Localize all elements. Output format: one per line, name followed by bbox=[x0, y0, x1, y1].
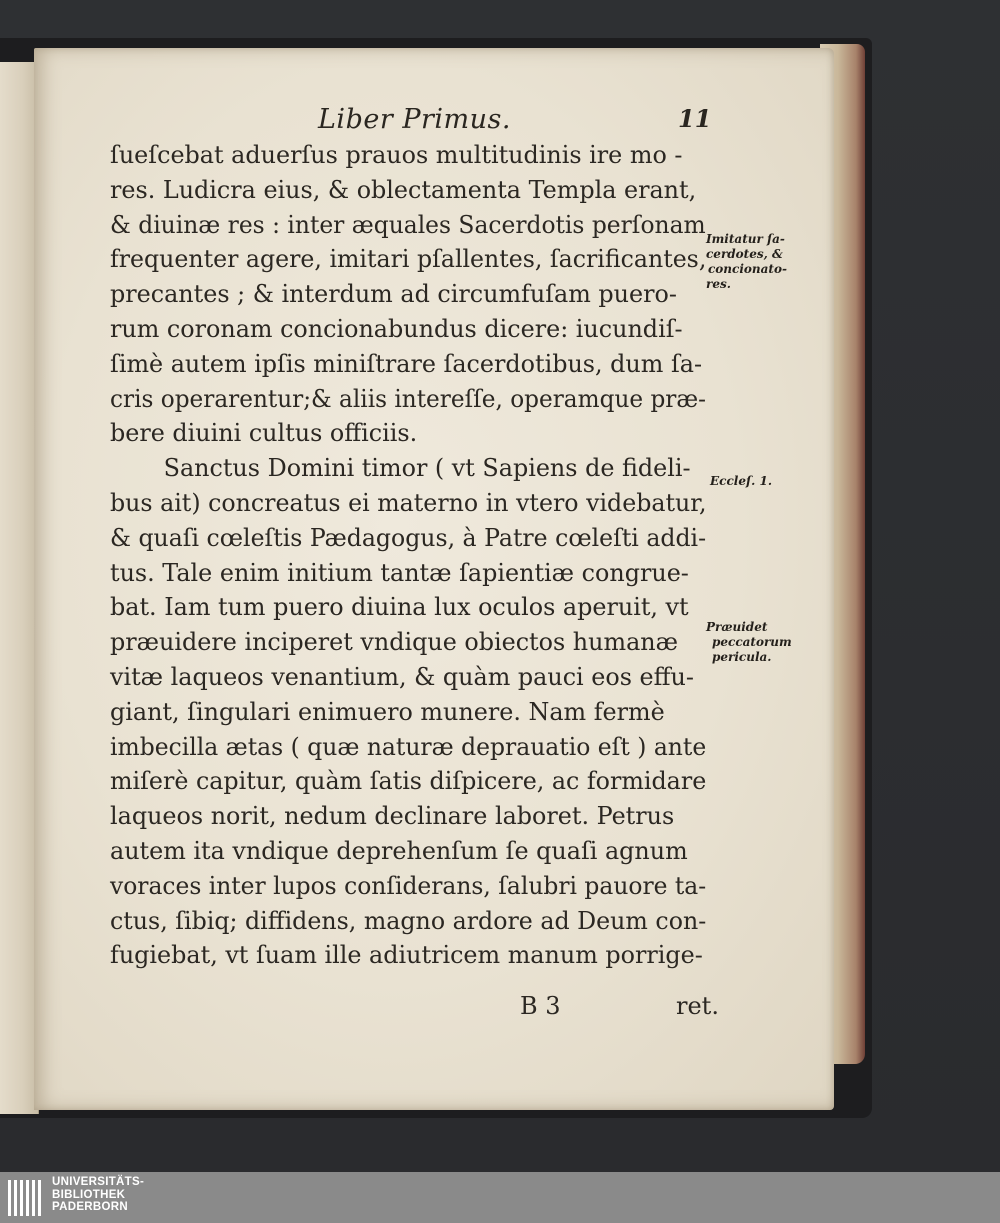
text-line: ſueſcebat aduerſus prauos multitudinis ire mo - bbox=[110, 141, 683, 169]
text-line: giant, ſingulari enimuero munere. Nam fermè bbox=[110, 697, 665, 726]
library-footer-bar bbox=[0, 1172, 1000, 1223]
marginal-note-line: Eccleſ. 1. bbox=[710, 474, 772, 488]
catchword: ret. bbox=[676, 992, 719, 1020]
library-name bbox=[52, 1176, 144, 1214]
text-line: tus. Tale enim initium tantæ ſapientiæ congrue- bbox=[110, 558, 689, 587]
text-line: Sanctus Domini timor ( vt Sapiens de fideli- bbox=[163, 454, 691, 483]
text-line: res. Ludicra eius, & oblectamenta Templa erant, bbox=[110, 175, 697, 204]
body-text bbox=[110, 138, 710, 973]
library-name-line: PADERBORN bbox=[52, 1201, 128, 1213]
text-line: ctus, ſibiq; diffidens, magno ardore ad Deum con- bbox=[110, 906, 707, 935]
text-line: frequenter agere, imitari pſallentes, ſacrificantes, bbox=[110, 245, 707, 274]
library-name-line: BIBLIOTHEK bbox=[52, 1188, 126, 1201]
marginal-note-praeuidet bbox=[706, 620, 816, 665]
text-line: bus ait) concreatus ei materno in vtero videbatur, bbox=[110, 488, 707, 517]
marginal-note-line: pericula. bbox=[712, 650, 772, 664]
text-line: & quaſi cœleſtis Pædagogus, à Patre cœleſti addi- bbox=[110, 523, 707, 552]
text-line: autem ita vndique deprehenſum ſe quaſi agnum bbox=[110, 836, 688, 865]
text-line: voraces inter lupos conſiderans, ſalubri pauore ta- bbox=[110, 871, 707, 900]
page-number: 11 bbox=[678, 104, 712, 133]
running-head: Liber Primus. bbox=[318, 104, 511, 135]
marginal-note-line: Imitatur ſa- bbox=[706, 232, 785, 246]
text-line: imbecilla ætas ( quæ naturæ deprauatio eſt ) ante bbox=[110, 732, 707, 761]
text-line: laqueos norit, nedum declinare laboret. Petrus bbox=[110, 802, 675, 831]
text-line: vitæ laqueos venantium, & quàm pauci eos effu- bbox=[110, 662, 694, 691]
marginal-note-line: peccatorum bbox=[712, 635, 792, 649]
text-line: fugiebat, vt ſuam ille adiutricem manum porrige- bbox=[110, 941, 703, 970]
marginal-note-ecclesiasticus bbox=[706, 474, 816, 489]
text-line: precantes ; & interdum ad circumfuſam puero- bbox=[110, 280, 677, 309]
text-line: cris operarentur;& aliis intereſſe, operamque præ- bbox=[110, 384, 707, 413]
text-line: & diuinæ res : inter æquales Sacerdotis perſonam bbox=[110, 210, 706, 239]
text-line: ſimè autem ipſis miniſtrare ſacerdotibus, dum ſa- bbox=[110, 349, 703, 378]
text-line: rum coronam concionabundus dicere: iucundiſ- bbox=[110, 314, 683, 343]
signature-mark: B 3 bbox=[520, 992, 561, 1020]
text-line: bat. Iam tum puero diuina lux oculos aperuit, vt bbox=[110, 593, 689, 622]
marginal-note-imitatur bbox=[706, 232, 816, 292]
marginal-note-line: Præuidet bbox=[706, 620, 768, 634]
text-line: bere diuini cultus officiis. bbox=[110, 419, 418, 448]
text-line: miſerè capitur, quàm ſatis diſpicere, ac formidare bbox=[110, 767, 707, 796]
library-name-line: UNIVERSITÄTS- bbox=[52, 1176, 145, 1188]
marginal-note-line: res. bbox=[706, 277, 731, 291]
marginal-note-line: cerdotes, & bbox=[706, 247, 783, 261]
library-logo-icon bbox=[2, 1174, 46, 1221]
text-line: præuidere inciperet vndique obiectos humanæ bbox=[110, 628, 679, 657]
marginal-note-line: concionato- bbox=[708, 262, 787, 276]
